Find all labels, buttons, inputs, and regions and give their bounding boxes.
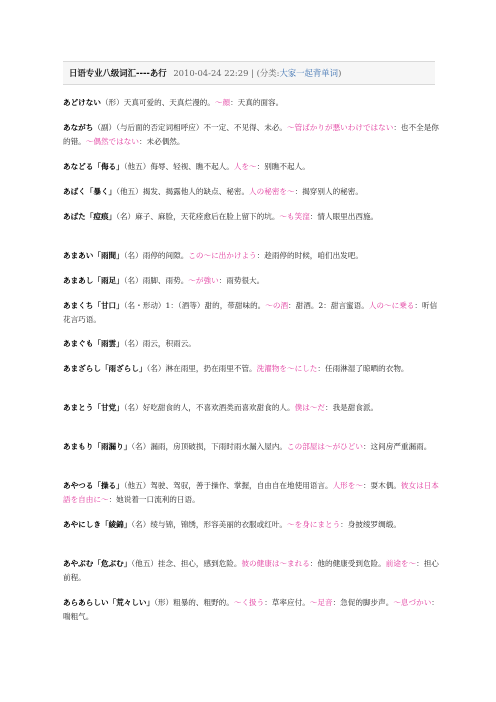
example-phrase: ～息づかい [393, 598, 432, 607]
definition-text: ：揭穿别人的秘密。 [294, 187, 363, 196]
definition-text: ：草率应付。 [264, 598, 310, 607]
headword: あまとう「甘党」 [63, 403, 124, 412]
example-phrase: この～に出かけよう [188, 251, 257, 260]
vocab-entry [63, 362, 440, 376]
example-phrase: 人形を～ [332, 481, 363, 490]
definition-text: ：别瞧不起人。 [256, 162, 310, 171]
headword: あまざらし「雨ざらし」 [63, 364, 147, 373]
vocab-entry [63, 299, 440, 328]
example-phrase: ～く扱う [233, 598, 265, 607]
example-phrase: 僕は～だ [294, 403, 325, 412]
definition-text: ：他的健康受到危险。 [309, 559, 386, 568]
example-phrase: 彼女は日本語を自由に～ [63, 481, 439, 505]
example-phrase: ～管ばかりが悪いわけではない [287, 123, 394, 132]
definition-text: （形）粗暴的、粗野的。 [154, 598, 234, 607]
category-link[interactable]: 大家一起背单词 [279, 68, 339, 78]
definition-text: （名）雨停的间隙。 [123, 251, 189, 260]
definition-text: （名）淋在雨里，扔在雨里不管。 [146, 364, 257, 373]
vocab-entry [63, 401, 440, 415]
definition-text: （名）漏雨，房顶破损，下雨时雨水漏入屋内。 [131, 442, 288, 451]
example-phrase: 人を～ [233, 162, 257, 171]
example-phrase: ～を身にまとう [287, 520, 341, 529]
definition-text: ：这间房严重漏雨。 [362, 442, 432, 451]
definition-text: （他五）揭发、揭露他人的缺点、秘密。 [116, 187, 250, 196]
definition-text: ：我是甜食派。 [324, 403, 379, 412]
definition-text: ：也不全是你的错。 [63, 123, 439, 147]
headword: あやにしき「綾錦」 [63, 520, 132, 529]
definition-text: （副）（与后面的否定词相呼应）不一定、不见得、未必。 [93, 123, 288, 132]
definition-text: ：天真的面容。 [230, 98, 284, 107]
example-phrase: 前途を～ [385, 559, 417, 568]
vocab-entry [63, 337, 440, 351]
post-header [63, 61, 435, 85]
definition-text: ：急促的脚步声。 [332, 598, 394, 607]
definition-text: ：任雨淋湿了晾晒的衣物。 [317, 364, 409, 373]
vocab-entry [63, 274, 440, 288]
vocab-entry [63, 185, 440, 199]
post-title: 日语专业八级词汇----あ行 [69, 68, 167, 78]
headword: あやぶむ「危ぶむ」 [63, 559, 132, 568]
vocab-entry [63, 479, 440, 508]
headword: あまもり「雨漏り」 [63, 442, 132, 451]
headword: あまぐも「雨雲」 [63, 339, 124, 348]
definition-text: ：情人眼里出西施。 [309, 212, 379, 221]
vocab-entry [63, 249, 440, 263]
example-phrase: ～の酒 [265, 301, 289, 310]
headword: あらあらしい「荒々しい」 [63, 598, 155, 607]
example-phrase: ～偶然ではない [85, 137, 139, 147]
definition-text: ：担心前程。 [63, 559, 439, 583]
headword: あなどる「侮る」 [63, 162, 124, 171]
vocab-entry [63, 96, 440, 110]
vocab-entry [63, 440, 440, 454]
definition-text: （他五）挂念、担心，感到危险。 [131, 559, 242, 568]
vocab-entry [63, 518, 440, 532]
definition-text: ：听信花言巧语。 [63, 301, 438, 325]
definition-text: ：趁雨停的时候，咱们出发吧。 [256, 251, 363, 260]
headword: あまあい「雨間」 [63, 251, 124, 260]
vocab-entry [63, 596, 440, 625]
example-phrase: 人の秘密を～ [249, 187, 295, 196]
definition-text: （名）雨云，积雨云。 [123, 339, 196, 348]
definition-text: （名）好吃甜食的人，不喜欢酒类而喜欢甜食的人。 [123, 403, 295, 412]
definition-text: （名）雨脚、雨势。 [123, 276, 189, 285]
definition-text: ：耍木偶。 [362, 481, 401, 490]
definition-text: （形）天真可爱的、天真烂漫的。 [100, 98, 215, 107]
headword: あながち [63, 123, 94, 132]
example-phrase: 人の～に乗る [368, 301, 415, 310]
definition-text: ：甜酒。2：甜言蜜语。 [288, 301, 369, 310]
definition-text: （名）麻子、麻脸，天花痊愈后在脸上留下的坑。 [116, 212, 280, 221]
vocab-entry [63, 557, 440, 586]
category-suffix: ) [338, 68, 342, 78]
definition-text: ：身披绫罗绸缎。 [340, 520, 401, 529]
example-phrase: ～顔 [214, 98, 231, 107]
example-phrase: ～が強い [188, 276, 219, 285]
example-phrase: ～も笑窪 [279, 212, 310, 221]
category-prefix: (分类: [256, 68, 280, 78]
headword: あまくち「甘口」 [63, 301, 124, 310]
vocab-entry [63, 121, 440, 150]
separator: | [251, 68, 254, 78]
headword: あどけない [63, 98, 101, 107]
definition-text: ：雨势很大。 [218, 276, 265, 285]
headword: あばく「暴く」 [63, 187, 117, 196]
headword: あばた「痘痕」 [63, 212, 117, 221]
definition-text: （他五）驾驶、驾驭，善于操作、掌握，自由自在地使用语言。 [123, 481, 333, 490]
example-phrase: 彼の健康は～まれる [241, 559, 310, 568]
definition-text: ：未必偶然。 [138, 137, 185, 147]
definition-text: （他五）侮辱、轻视、瞧不起人。 [123, 162, 234, 171]
definition-text: （名）绫与锦，锦绣，形容美丽的衣服或红叶。 [131, 520, 288, 529]
definition-text: ：喘粗气。 [63, 598, 439, 622]
post-category [251, 68, 341, 78]
vocab-entry [63, 210, 440, 224]
definition-text: ：她说着一口流利的日语。 [108, 495, 200, 505]
example-phrase: ～足音 [309, 598, 333, 607]
headword: あやつる「操る」 [63, 481, 124, 490]
post-date: 2010-04-24 22:29 [173, 68, 249, 78]
headword: あまあし「雨足」 [63, 276, 124, 285]
vocab-entry [63, 160, 440, 174]
example-phrase: 洗濯物を～にした [256, 364, 318, 373]
definition-text: （名・形动）1：（酒等）甜的，带甜味的。 [123, 301, 266, 310]
example-phrase: この部屋は～がひどい [287, 442, 363, 451]
